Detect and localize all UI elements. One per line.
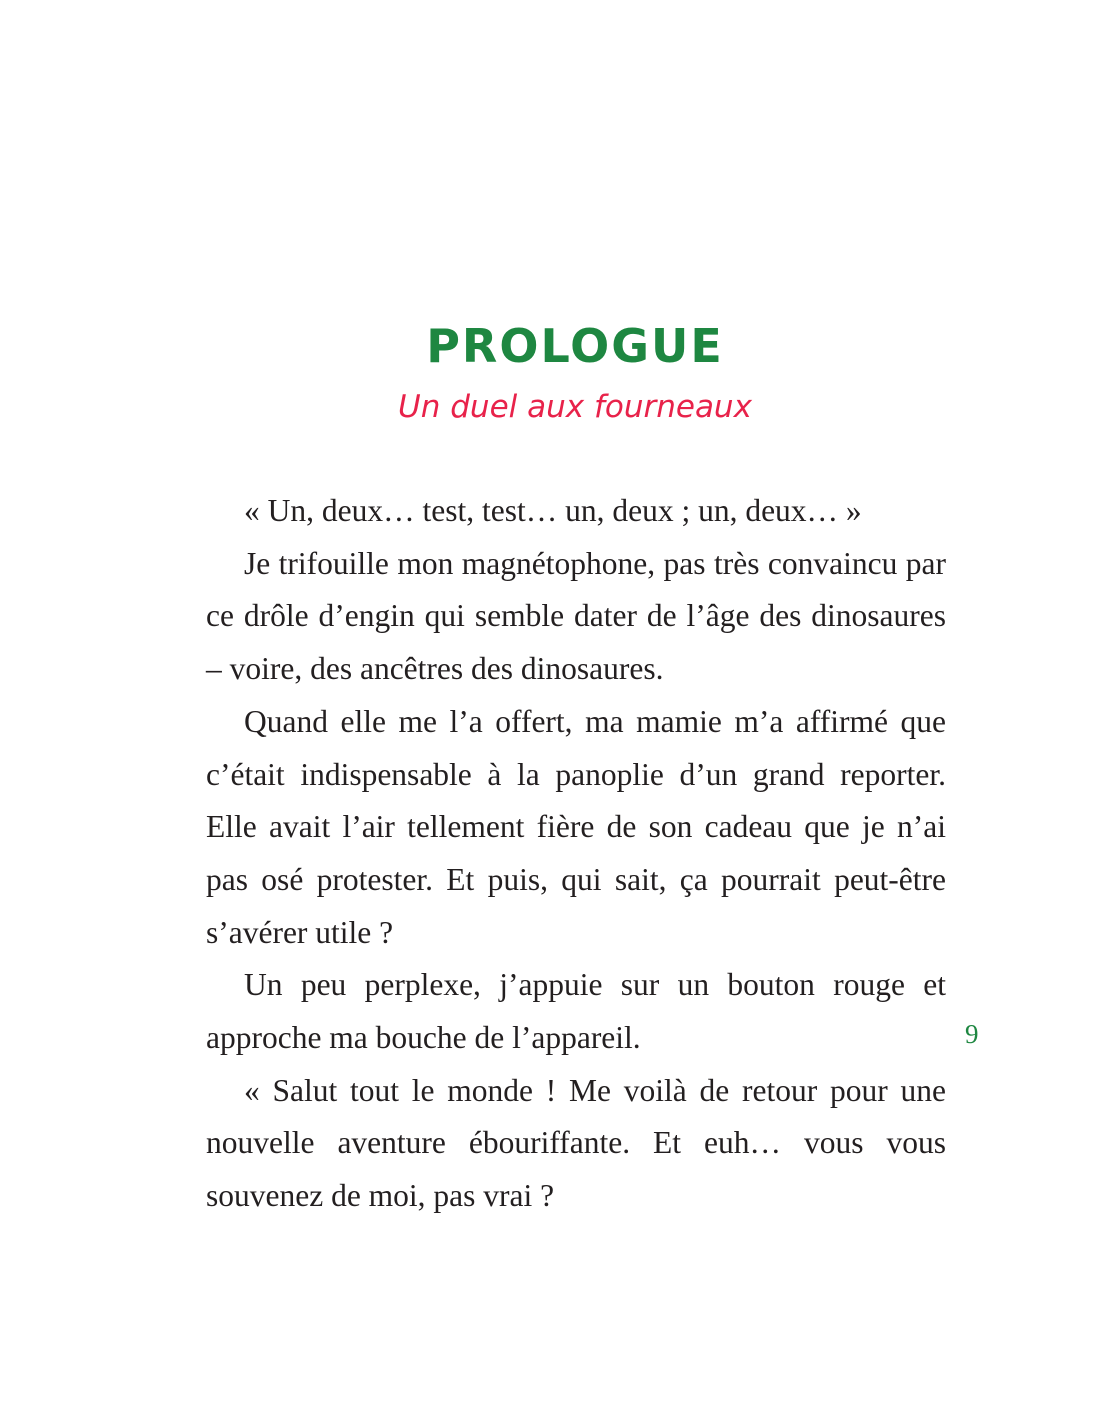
- chapter-subtitle: Un duel aux fourneaux: [398, 389, 752, 425]
- paragraph: Un peu perplexe, j’appuie sur un bouton rouge et approche ma bouche de l’appareil.: [206, 967, 946, 1056]
- page-number: 9: [965, 1019, 979, 1049]
- chapter-title: PROLOGUE: [426, 319, 724, 373]
- paragraph: « Salut tout le monde ! Me voilà de retour pour une nouvelle aventure ébouriffante. Et euh… vous vous souvenez de moi, pas vrai ?: [206, 1072, 946, 1214]
- paragraph: Quand elle me l’a offert, ma mamie m’a affirmé que c’était indispensable à la panoplie d’un grand reporter. Elle avait l’air tellement fière de son cadeau que je n’ai pas osé protester. Et puis, qui sait, ça pourrait peut-être s’avérer utile ?: [206, 703, 946, 950]
- paragraph: Je trifouille mon magnétophone, pas très convaincu par ce drôle d’engin qui semble dater de l’âge des dinosaures – voire, des ancêtres des dinosaures.: [206, 545, 946, 687]
- body-text: [206, 485, 946, 1223]
- paragraph: « Un, deux… test, test… un, deux ; un, deux… »: [244, 493, 862, 528]
